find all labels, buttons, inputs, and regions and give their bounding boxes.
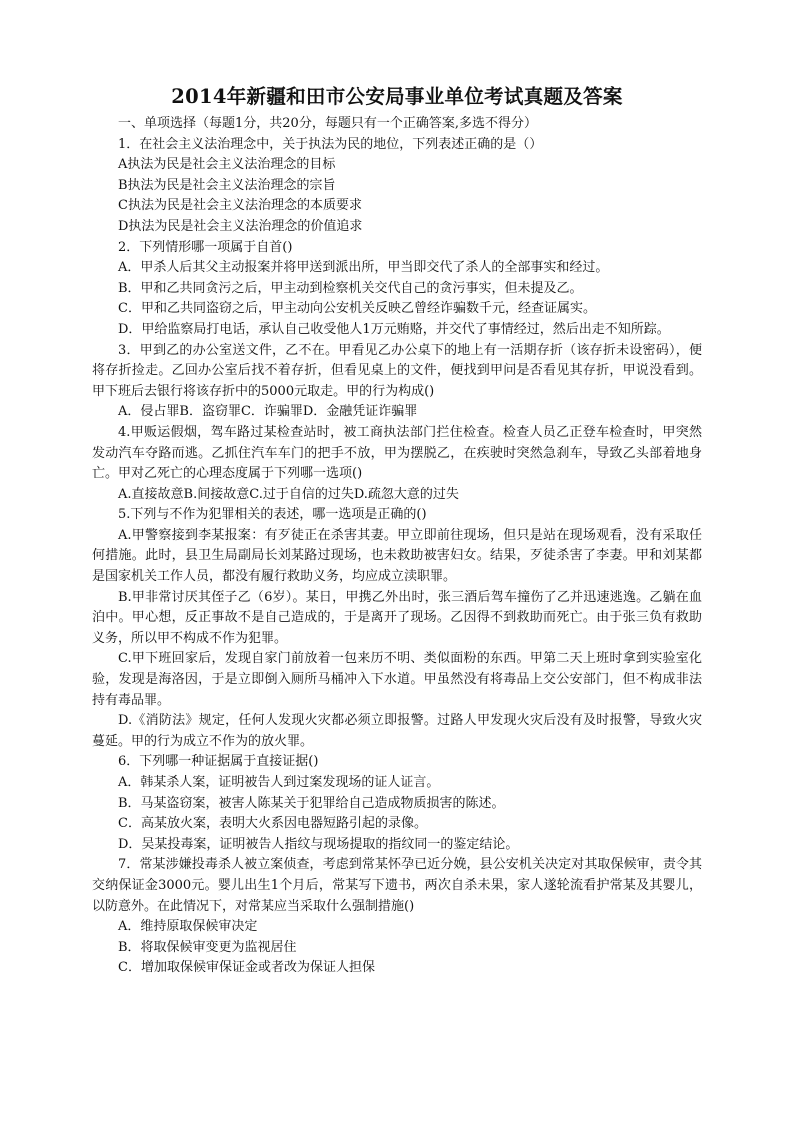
option-b: B．将取保候审变更为监视居住 [118,939,297,955]
question-5 [92,505,702,752]
question-stem: 2．下列情形哪一项属于自首() [118,239,293,255]
option-c: C．高某放火案，表明大火系因电器短路引起的录像。 [118,816,427,832]
question-stem: 3．甲到乙的办公室送文件，乙不在。甲看见乙办公桌下的地上有一活期存折（该存折未设密码），便将存折捡走。乙回办公室后找不着存折，但看见桌上的文件，便找到甲问是否看见其存折，甲说没看到。甲下班后去银行将该存折中的5000元取走。甲的行为构成() [92,342,702,399]
option-d: D.《消防法》规定，任何人发现火灾都必须立即报警。过路人甲发现火灾后没有及时报警，导致火灾蔓延。甲的行为成立不作为的放火罪。 [92,713,702,749]
option-c: C.甲下班回家后，发现自家门前放着一包来历不明、类似面粉的东西。甲第二天上班时拿到实验室化验，发现是海洛因，于是立即倒入厕所马桶冲入下水道。甲虽然没有将毒品上交公安部门，但不构成非法持有毒品罪。 [92,651,702,708]
question-options: A．侵占罪B．盗窃罪C．诈骗罪D．金融凭证诈骗罪 [118,404,418,420]
question-4 [92,423,702,505]
question-stem: 1．在社会主义法治理念中，关于执法为民的地位，下列表述正确的是（） [118,136,543,152]
option-c: C执法为民是社会主义法治理念的本质要求 [118,198,362,214]
option-d: D执法为民是社会主义法治理念的价值追求 [118,218,363,234]
question-3 [92,341,702,423]
option-a: A执法为民是社会主义法治理念的目标 [118,157,336,173]
option-b: B执法为民是社会主义法治理念的宗旨 [118,177,336,193]
option-c: C．增加取保候审保证金或者改为保证人担保 [118,960,375,976]
question-6 [92,752,702,855]
option-a: A.甲警察接到李某报案：有歹徒正在杀害其妻。甲立即前往现场，但只是站在现场观看，没有采取任何措施。此时，县卫生局副局长刘某路过现场，也未救助被害妇女。结果，歹徒杀害了李妻。甲和刘某都是国家机关工作人员，都没有履行救助义务，均应成立渎职罪。 [92,527,702,585]
question-stem: 7．常某涉嫌投毒杀人被立案侦查，考虑到常某怀孕已近分娩，县公安机关决定对其取保候审，责令其交纳保证金3000元。婴儿出生1个月后，常某写下遗书，两次自杀未果，家人遂轮流看护常某及其婴儿，以防意外。在此情况下，对常某应当采取什么强制措施() [92,857,702,914]
option-d: D．吴某投毒案，证明被告人指纹与现场提取的指纹同一的鉴定结论。 [118,836,519,852]
question-2 [92,238,702,341]
question-1 [92,135,702,238]
question-stem: 5.下列与不作为犯罪相关的表述，哪一选项是正确的() [118,507,427,523]
question-options: A.直接故意B.间接故意C.过于自信的过失D.疏忽大意的过失 [118,486,459,502]
option-d: D．甲给监察局打电话，承认自己收受他人1万元贿赂，并交代了事情经过，然后出走不知所踪。 [118,321,670,337]
option-c: C．甲和乙共同盗窃之后，甲主动向公安机关反映乙曾经诈骗数千元，经查证属实。 [118,301,596,317]
option-a: A．甲杀人后其父主动报案并将甲送到派出所，甲当即交代了杀人的全部事实和经过。 [118,260,609,276]
option-b: B.甲非常讨厌其侄子乙（6岁）。某日，甲携乙外出时，张三酒后驾车撞伤了乙并迅速逃逸。乙躺在血泊中。甲心想，反正事故不是自己造成的，于是离开了现场。乙因得不到救助而死亡。由于张三负有救助义务，所以甲不构成不作为犯罪。 [92,589,702,646]
option-b: B．马某盗窃案，被害人陈某关于犯罪给自己造成物质损害的陈述。 [118,795,505,811]
option-a: A．维持原取保候审决定 [118,919,258,935]
question-7 [92,855,702,979]
option-a: A．韩某杀人案，证明被告人到过案发现场的证人证言。 [118,775,440,790]
option-b: B．甲和乙共同贪污之后，甲主动到检察机关交代自己的贪污事实，但未提及乙。 [118,280,583,296]
question-stem: 4.甲贩运假烟，驾车路过某检查站时，被工商执法部门拦住检查。检查人员乙正登车检查时，甲突然发动汽车夺路而逃。乙抓住汽车车门的把手不放，甲为摆脱乙，在疾驶时突然急刹车，导致乙头部着地身亡。甲对乙死亡的心理态度属于下列哪一选项() [92,424,702,482]
section-heading: 一、单项选择（每题1分，共20分，每题只有一个正确答案,多选不得分） [118,116,537,131]
document-title: 2014年新疆和田市公安局事业单位考试真题及答案 [171,85,623,108]
question-stem: 6．下列哪一种证据属于直接证据() [118,754,319,770]
